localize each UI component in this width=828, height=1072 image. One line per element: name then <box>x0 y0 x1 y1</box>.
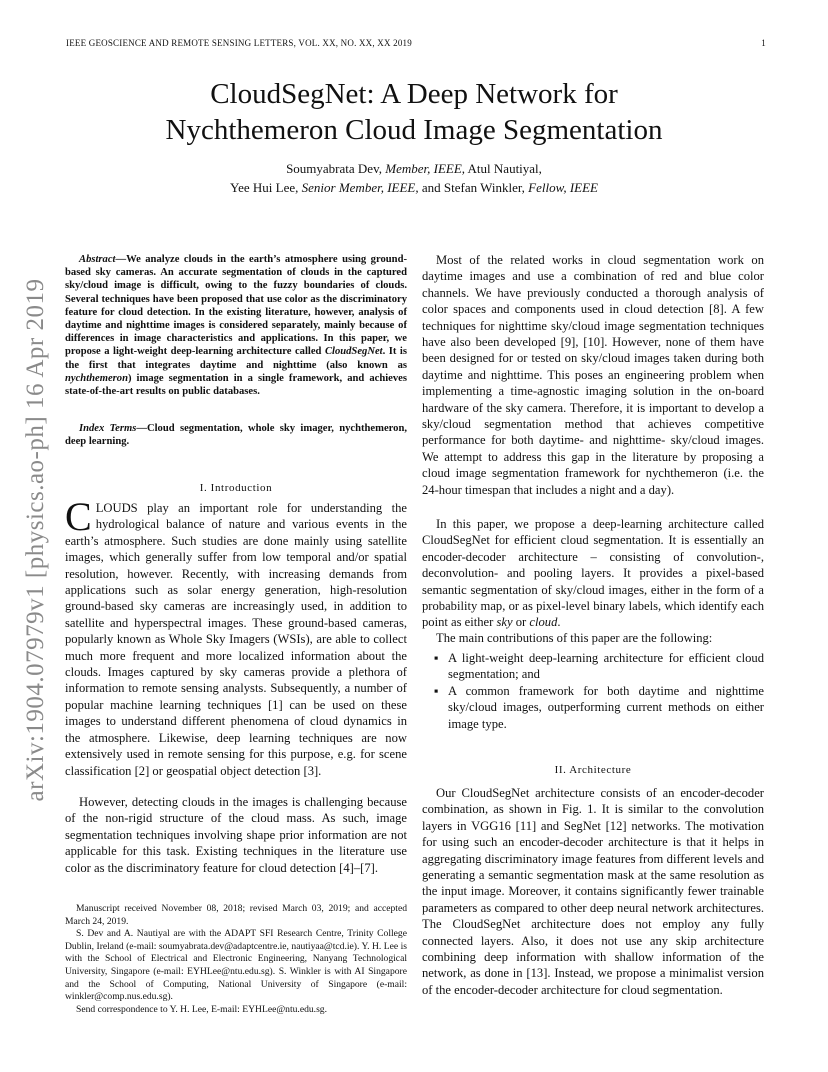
abstract-text: —We analyze clouds in the earth’s atmosphere using ground-based sky cameras. An accurate segmentation of clouds in the captured sky/cloud image is difficult, owing to the fuzzy boundaries of clouds. Several techniques have been proposed that use color as the discriminatory feature for cloud detection. In the existing literature, however, analysis of daytime and nighttime images is considered separately, mainly because of differences in image characteristics and applications. In this paper, we propose a light-weight deep-learning architecture called <box>65 254 407 358</box>
architecture-paragraph: Our CloudSegNet architecture consists of an encoder-decoder combination, as shown in Fig. 1. It is similar to the convolution layers in VGG16 [11] and SegNet [12] networks. The motivation for using such an encoder-decoder architecture is that it helps in aggregating discriminatory image features from different levels and generating a semantic segmentation mask at the same resolution as the input image. Moreover, it contains significantly fewer trainable parameters as compared to other deep neural network architectures. The CloudSegNet architecture does not employ any fully connected layers. Also, it does not use any skip architecture combining deep information with shallow information of the network, as done in [13]. Instead, we propose a minimalist version of the encoder-decoder architecture for cloud segmentation. <box>422 786 764 997</box>
paragraph-text: . <box>557 615 561 630</box>
page-number: 1 <box>761 38 766 48</box>
author-line-1 <box>0 159 828 178</box>
title-line-1: CloudSegNet: A Deep Network for <box>210 78 618 110</box>
author-line-2 <box>0 178 828 197</box>
running-header <box>66 38 766 48</box>
author-name: Atul Nautiyal, <box>465 161 542 176</box>
abstract-term: nychthemeron <box>65 372 128 384</box>
author-role: Senior Member, IEEE, <box>301 180 419 195</box>
paragraph-text: or <box>512 615 530 630</box>
bullet-icon: ▪ <box>434 683 439 698</box>
section-heading-introduction: I. Introduction <box>199 482 273 494</box>
paper-title <box>0 76 828 148</box>
journal-header: IEEE GEOSCIENCE AND REMOTE SENSING LETTERS, VOL. XX, NO. XX, XX 2019 <box>66 38 412 48</box>
author-role: Member, IEEE, <box>385 161 466 176</box>
abstract-label: Abstract <box>79 254 116 265</box>
index-terms-text: —Cloud segmentation, whole sky imager, nychthemeron, deep learning. <box>65 423 407 448</box>
intro-paragraph-2: However, detecting clouds in the images is challenging because of the non-rigid structure of the cloud mass. As such, image segmentation techniques involving shape prior information are not applicable for this task. Existing techniques in the literature use color as the discriminatory feature for cloud detection [4]–[7]. <box>65 795 407 875</box>
index-terms-label: Index Terms <box>79 423 137 434</box>
author-name: Yee Hui Lee, <box>230 180 302 195</box>
list-item-text: A light-weight deep-learning architecture for efficient cloud segmentation; and <box>448 651 764 682</box>
term-cloud: cloud <box>529 615 558 630</box>
dropcap: C <box>65 494 92 539</box>
right-paragraph-1: Most of the related works in cloud segmentation work on daytime images and use a combination of red and blue color channels. We have previously conducted a thorough analysis of color spaces and components used in cloud detection [8]. A few techniques for nighttime sky/cloud image segmentation techniques have also been developed [9], [10]. However, none of them have been designed for or tested on sky/cloud images taken during both daytime and nighttime. This poses an engineering problem when implementing a time-agnostic imaging solution in the on-board hardware of the sky camera. Therefore, it is important to develop a sky/cloud segmentation method that achieves competitive performance for both daytime- and nighttime- sky/cloud images. We attempt to address this gap in the literature by proposing a cloud image segmentation framework for nychthemeron (i.e. the 24-hour timespan that includes a night and a day). <box>422 253 764 497</box>
term-sky: sky <box>496 615 513 630</box>
author-list <box>0 159 828 197</box>
index-terms <box>65 422 407 448</box>
author-name: and Stefan Winkler, <box>418 180 529 195</box>
right-paragraph-2 <box>422 516 764 631</box>
author-name: Soumyabrata Dev, <box>286 161 386 176</box>
intro-text: LOUDS play an important role for understanding the hydrological balance of nature and various events in the earth’s atmosphere. Such studies are done mainly using satellite images, which generally suffer from low temporal and/or spatial resolution, however. Recently, with increasing demands from applications such as solar energy generation, high-resolution ground-based sky cameras are increasingly used, in addition to satellite and hyperspectral images. These ground-based cameras, popularly known as Whole Sky Imagers (WSIs), are able to collect much more frequent and more localized information about the clouds. Images captured by sky cameras provide a plethora of information to remote sensing analysts. Subsequently, a number of popular machine learning techniques [1] can be used on these images to understand different phenomena of cloud dynamics in the atmosphere. Likewise, deep learning techniques are now extensively used in remote sensing for this purpose, e.g. for scene classification [2] or geospatial object detection [3]. <box>65 501 407 778</box>
bullet-icon: ▪ <box>434 651 439 665</box>
title-line-2: Nychthemeron Cloud Image Segmentation <box>165 114 663 146</box>
section-heading-architecture: II. Architecture <box>554 764 632 776</box>
footnotes <box>65 903 407 1016</box>
abstract-name: CloudSegNet <box>324 346 383 358</box>
paragraph-text: In this paper, we propose a deep-learning architecture called CloudSegNet for efficient cloud segmentation. It is essentially an encoder-decoder architecture – consisting of convolution-, deconvolution- and pooling layers. It provides a pixel-based semantic segmentation of sky/cloud images, either in the form of a probability map, or as pixel-level binary labels, which identify each point as either <box>422 517 764 630</box>
footnote-manuscript: Manuscript received November 08, 2018; revised March 03, 2019; and accepted March 24, 2019. <box>65 903 407 927</box>
arxiv-id: arXiv:1904.07979v1 [physics.ao-ph] 16 Apr 2019 <box>22 278 49 802</box>
contributions-intro: The main contributions of this paper are the following: <box>436 631 713 645</box>
footnote-affiliations: S. Dev and A. Nautiyal are with the ADAPT SFI Research Centre, Trinity College Dublin, Ireland (e-mail: soumyabrata.dev@adaptcentre.ie, nautiyaa@tcd.ie). Y. H. Lee is with the School of Electrical and Electronic Engineering, Nanyang Technological University, Singapore (e-mail: EYHLee@ntu.edu.sg). S. Winkler is with AI Singapore and the School of Computing, National University of Singapore (e-mail: winkler@comp.nus.edu.sg). <box>65 928 407 1003</box>
list-item <box>432 650 764 683</box>
list-item-text: A common framework for both daytime and nighttime sky/cloud images, outperforming current methods on either image type. <box>448 683 764 731</box>
intro-paragraph-1 <box>65 494 407 779</box>
author-role: Fellow, IEEE <box>528 180 598 195</box>
contributions-list <box>432 650 764 732</box>
abstract-text: . It is the first that integrates daytime and nighttime (also known as <box>65 346 407 371</box>
list-item <box>432 683 764 732</box>
abstract-text: ) image segmentation in a single framework, and achieves state-of-the-art results on public databases. <box>65 372 407 398</box>
footnote-correspondence: Send correspondence to Y. H. Lee, E-mail: EYHLee@ntu.edu.sg. <box>76 1003 328 1015</box>
abstract <box>65 253 407 398</box>
